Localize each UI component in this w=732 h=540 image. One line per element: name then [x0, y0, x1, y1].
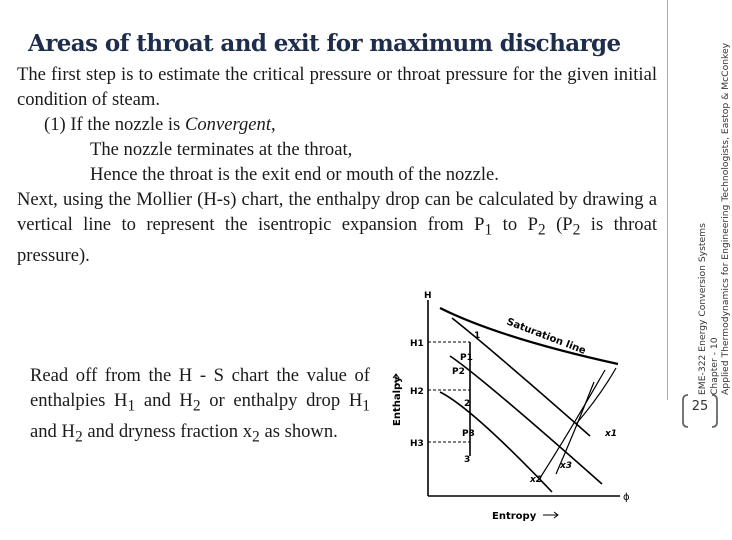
y-axis-label: Enthalpy [392, 376, 403, 426]
x-axis-label: Entropy [492, 511, 537, 522]
sidebar-reference: Applied Thermodynamics for Engineering Technologists, Eastop & McConkey [720, 42, 731, 395]
dryness-line-x1 [576, 368, 616, 424]
y-axis-symbol: H [424, 291, 432, 301]
mollier-text-b: to P [492, 214, 538, 235]
caption-text-a: Read off from the H - S chart the value of enthalpies H [30, 365, 370, 411]
case-prefix: (1) If the nozzle is [44, 114, 185, 135]
caption-sub-2: 2 [192, 397, 201, 415]
caption-text-b: and H [135, 390, 193, 411]
mollier-text-c: (P [545, 214, 573, 235]
point-3-label: 3 [464, 455, 471, 465]
mollier-diagram [380, 286, 640, 540]
mollier-paragraph [17, 187, 657, 268]
x1-label: x1 [605, 429, 618, 439]
sidebar-divider [667, 0, 668, 400]
saturation-line-label: Saturation line [504, 316, 588, 357]
chart-caption [30, 363, 370, 449]
x2-label: x2 [530, 475, 543, 485]
convergent-case-line [17, 112, 657, 137]
x-axis-label-arrow [543, 512, 558, 518]
caption-text-f: as shown. [259, 420, 338, 442]
exit-line: Hence the throat is the exit end or mouth of the nozzle. [90, 164, 499, 185]
mollier-sub-1: 1 [484, 221, 493, 239]
h3-label: H3 [410, 439, 424, 449]
slide-title: Areas of throat and exit for maximum discharge [28, 30, 621, 57]
caption-sub-4: 2 [74, 428, 83, 446]
sidebar-chapter: Chapter - 10 [708, 337, 720, 395]
mollier-sub-3: 2 [572, 221, 581, 239]
sidebar-info [697, 15, 732, 395]
mollier-sub-2: 2 [537, 221, 546, 239]
slide-body [17, 62, 657, 268]
h2-label: H2 [410, 387, 424, 397]
dryness-line-x2 [540, 370, 605, 478]
caption-text-e: and dryness fraction x [82, 420, 253, 442]
mollier-text-d: is throat pressure). [17, 214, 657, 266]
h1-label: H1 [410, 339, 424, 349]
point-2-label: 2 [464, 399, 471, 409]
pressure-line-p1 [452, 318, 590, 436]
mollier-text-a: Next, using the Mollier (H-s) chart, the enthalpy drop can be calculated by drawing a vertical line to represent the isentropic expansion from P [17, 189, 657, 235]
intro-paragraph: The first step is to estimate the critical pressure or throat pressure for the given initial condition of steam. [17, 64, 657, 110]
case-suffix: , [271, 114, 276, 135]
p3-label: P3 [462, 429, 475, 439]
p2-label: P2 [452, 367, 465, 377]
x3-label: x3 [560, 461, 573, 471]
caption-sub-1: 1 [127, 397, 136, 415]
caption-sub-5: 2 [252, 428, 260, 446]
caption-text-c: or enthalpy drop H [200, 390, 363, 411]
page-number: 25 [691, 399, 709, 414]
sidebar-course: EME-322 Energy Conversion Systems [697, 223, 708, 395]
point-1-label: 1 [474, 331, 481, 341]
p1-label: P1 [460, 353, 473, 363]
nozzle-type: Convergent [184, 114, 272, 135]
throat-line: The nozzle terminates at the throat, [90, 139, 353, 160]
x-axis-symbol: ϕ [623, 492, 630, 503]
caption-sub-3: 1 [362, 397, 370, 415]
caption-text-d: and H [30, 420, 75, 442]
